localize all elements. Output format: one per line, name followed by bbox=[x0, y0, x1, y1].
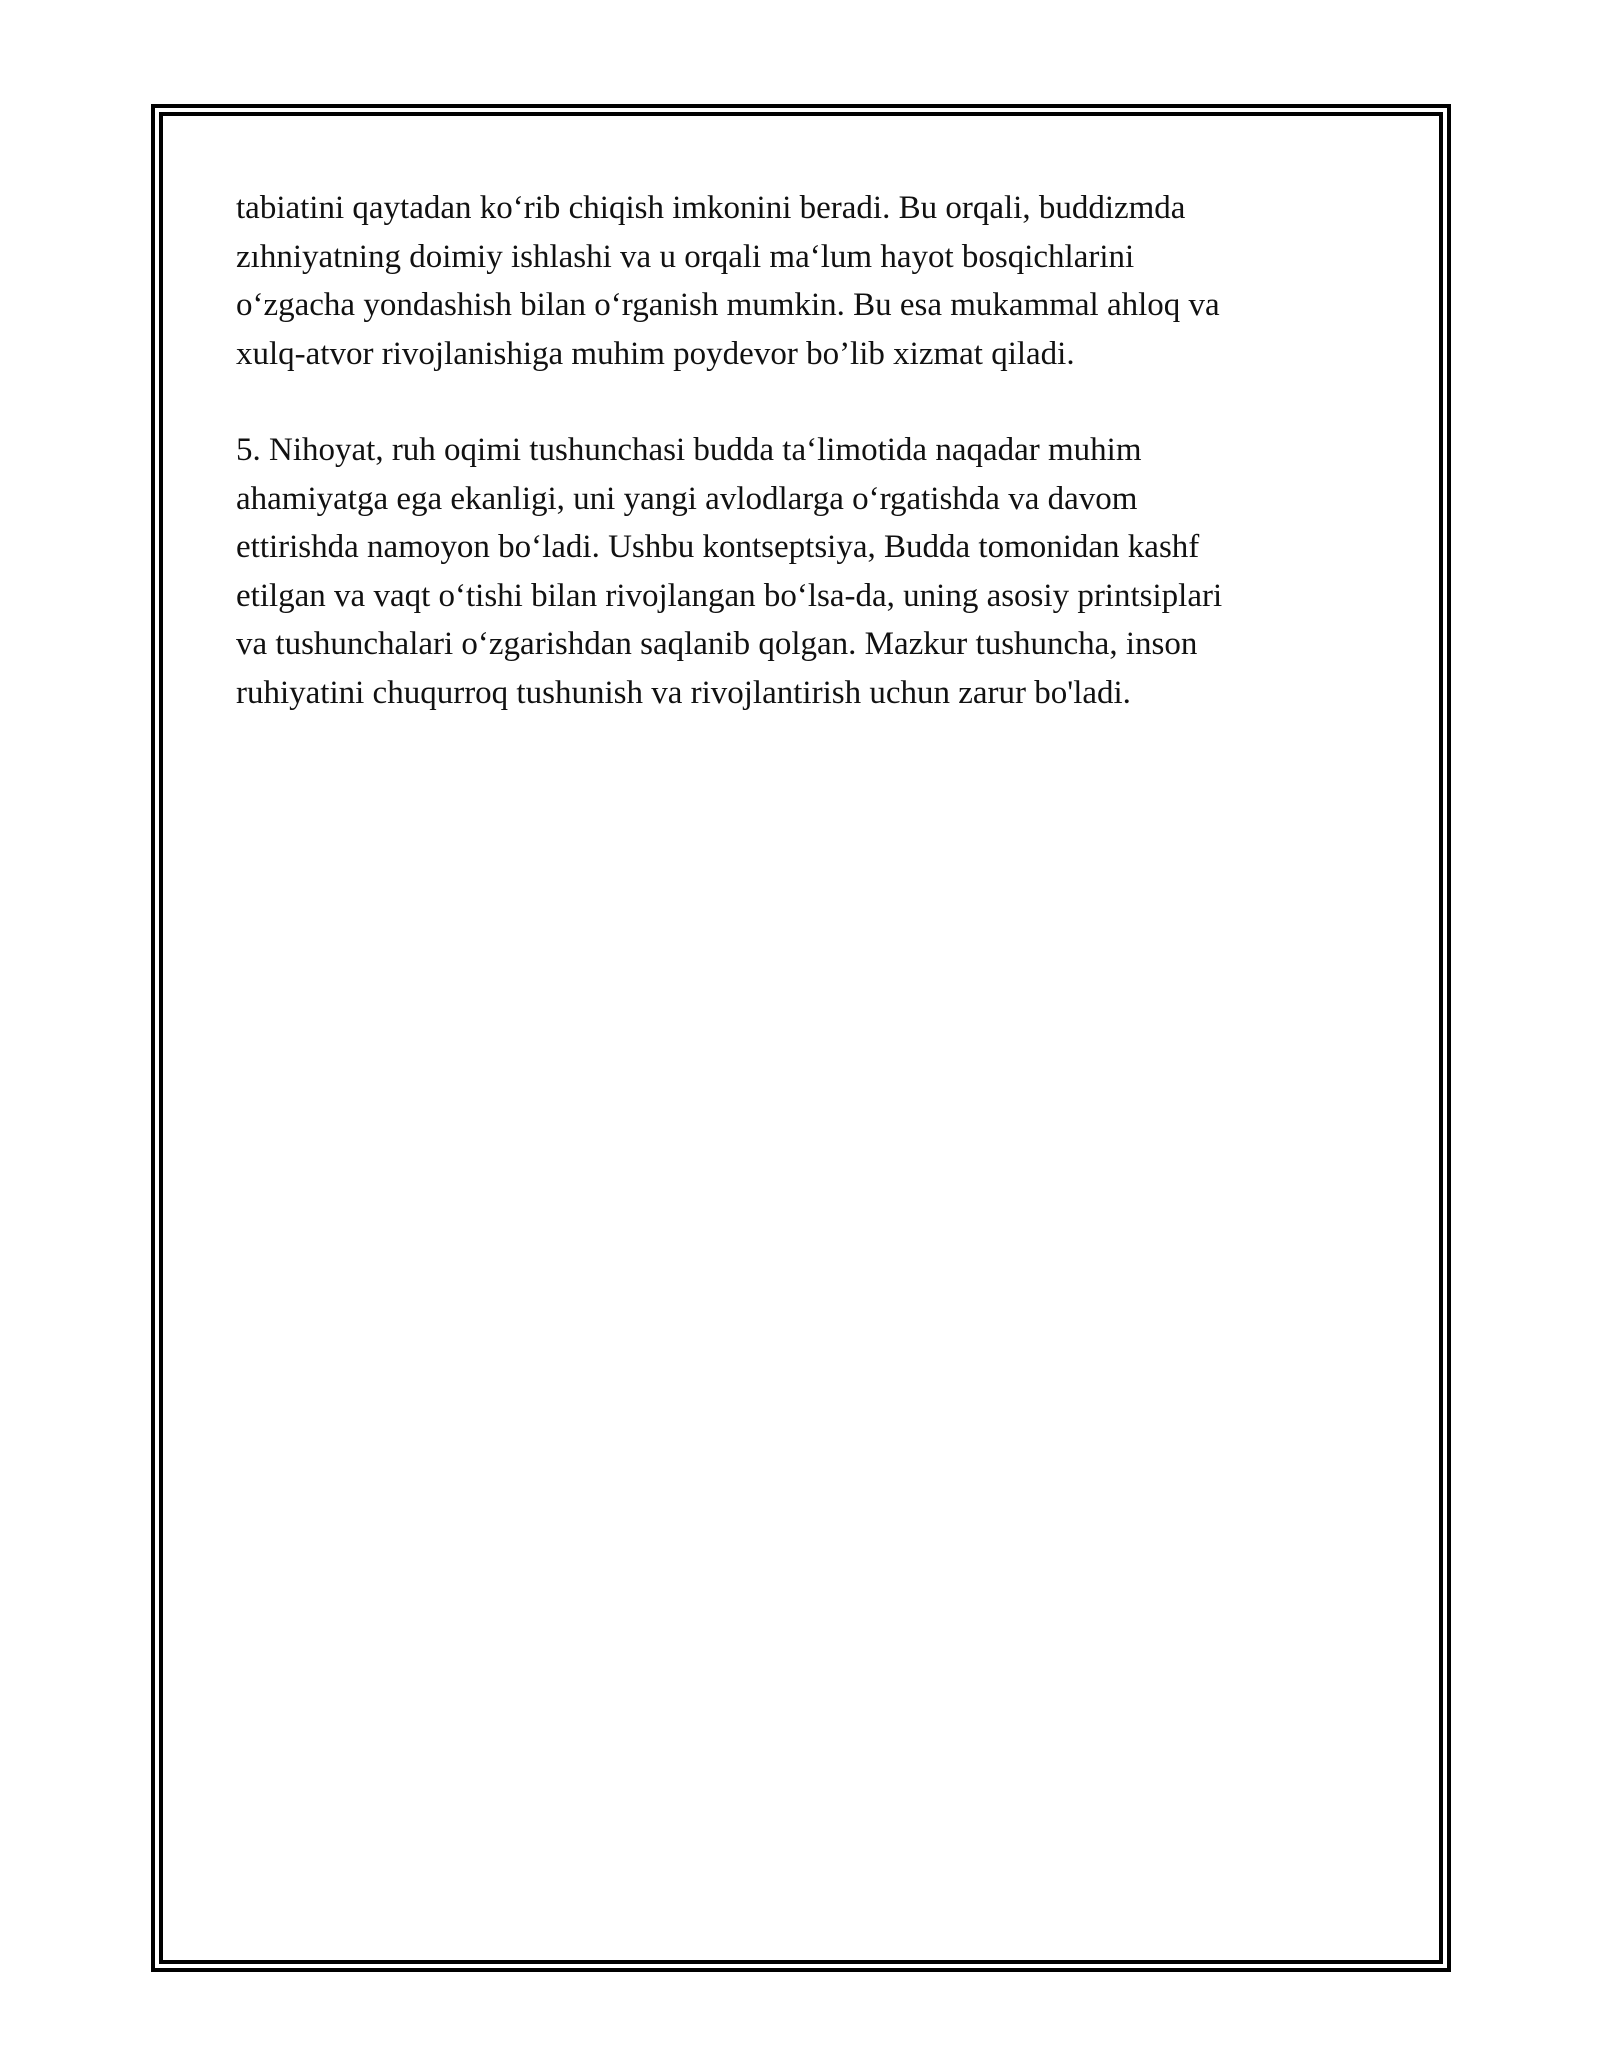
text-line: o‘zgacha yondashish bilan o‘rganish mumkin. Bu esa mukammal ahloq va bbox=[236, 287, 1220, 323]
text-line: 5. Nihoyat, ruh oqimi tushunchasi budda ta‘limotida naqadar muhim bbox=[236, 432, 1142, 468]
text-line: etilgan va vaqt o‘tishi bilan rivojlangan bo‘lsa-da, uning asosiy printsiplari bbox=[236, 577, 1223, 614]
paragraph-continuation bbox=[236, 184, 1356, 378]
text-line: ahamiyatga ega ekanligi, uni yangi avlodlarga o‘rgatishda va davom bbox=[236, 480, 1138, 517]
text-line: ettirishda namoyon bo‘ladi. Ushbu kontseptsiya, Budda tomonidan kashf bbox=[236, 529, 1200, 565]
page-body bbox=[236, 184, 1356, 765]
text-line: va tushunchalari o‘zgarishdan saqlanib qolgan. Mazkur tushuncha, inson bbox=[236, 626, 1198, 662]
text-line: tabiatini qaytadan ko‘rib chiqish imkonini beradi. Bu orqali, buddizmda bbox=[236, 190, 1186, 226]
paragraph-point-5 bbox=[236, 426, 1356, 717]
text-line: zıhniyatning doimiy ishlashi va u orqali ma‘lum hayot bosqichlarini bbox=[236, 238, 1135, 275]
text-line: xulq-atvor rivojlanishiga muhim poydevor bo’lib xizmat qiladi. bbox=[236, 335, 1075, 372]
text-line: ruhiyatini chuqurroq tushunish va rivojlantirish uchun zarur bo'ladi. bbox=[236, 674, 1131, 711]
